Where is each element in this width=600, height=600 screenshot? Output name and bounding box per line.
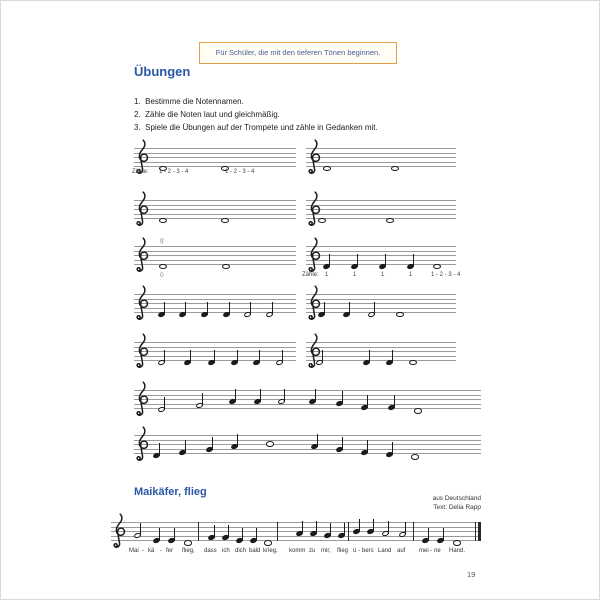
treble-clef xyxy=(303,284,323,327)
barline xyxy=(277,522,278,541)
staff-line xyxy=(134,399,481,400)
staff-line xyxy=(111,527,481,528)
staff-line xyxy=(134,157,296,158)
count-label: 1 - 2 - 3 - 4 xyxy=(431,272,461,278)
note-stem xyxy=(260,389,261,402)
note-whole xyxy=(411,454,419,460)
note-stem xyxy=(316,521,317,534)
treble-clef-icon xyxy=(303,236,323,274)
note-stem xyxy=(235,389,236,402)
treble-clef-icon xyxy=(131,380,151,418)
note-stem xyxy=(282,350,283,363)
lyric-syllable: komm xyxy=(289,548,306,554)
note-stem xyxy=(329,254,330,267)
treble-clef xyxy=(303,138,323,181)
note-stem xyxy=(259,350,260,363)
treble-clef-icon xyxy=(131,425,151,463)
lyric-syllable: - xyxy=(160,548,162,554)
treble-clef xyxy=(131,425,151,468)
note-stem xyxy=(369,350,370,363)
lyric-syllable: - xyxy=(358,548,360,554)
note-stem xyxy=(190,350,191,363)
staff xyxy=(302,246,461,278)
treble-clef-icon xyxy=(131,284,151,322)
staff xyxy=(134,294,296,312)
note-stem xyxy=(202,393,203,406)
staff xyxy=(134,435,481,453)
note-whole xyxy=(386,218,394,224)
lyric-syllable: bald xyxy=(249,548,261,554)
song-text-credit: Text: Delia Rapp xyxy=(433,504,481,511)
treble-clef xyxy=(131,236,151,279)
lyric-syllable: flieg xyxy=(337,548,349,554)
note-stem xyxy=(315,389,316,402)
note-stem xyxy=(342,437,343,450)
staff-line xyxy=(134,255,296,256)
staff-line xyxy=(134,440,481,441)
song-title: Maikäfer, flieg xyxy=(134,486,207,498)
staff-line xyxy=(134,209,296,210)
staff-line xyxy=(306,347,456,348)
song-origin: aus Deutschland xyxy=(432,495,481,502)
note-stem xyxy=(164,397,165,410)
barline xyxy=(413,522,414,541)
count-label: 1 xyxy=(409,272,413,278)
staff-line xyxy=(306,246,456,247)
note-stem xyxy=(214,350,215,363)
note-whole xyxy=(409,360,417,366)
staff-line xyxy=(134,342,296,343)
note-whole xyxy=(391,166,399,172)
note-stem xyxy=(242,528,243,541)
staff-line xyxy=(134,347,296,348)
note-stem xyxy=(250,302,251,315)
note-stem xyxy=(214,525,215,538)
count-label: Zähle: xyxy=(302,272,319,278)
lyric-syllable: mir, xyxy=(321,548,331,554)
staff-line xyxy=(134,260,296,261)
staff-line xyxy=(134,404,481,405)
note-stem xyxy=(367,395,368,408)
lyric-syllable: Land xyxy=(378,548,392,554)
count-label: Zähle: xyxy=(132,169,149,175)
final-barline-thick xyxy=(478,522,481,541)
lyric-syllable: ne xyxy=(434,548,441,554)
note-stem xyxy=(302,521,303,534)
instruction-list xyxy=(134,95,378,134)
fingering-label: 0 xyxy=(160,272,164,279)
staff xyxy=(134,237,296,279)
treble-clef xyxy=(303,332,323,375)
note-stem xyxy=(349,302,350,315)
lyric-syllable: bers xyxy=(362,548,374,554)
instruction-item: 3. Spiele die Übungen auf der Trompete und zähle in Gedanken mit. xyxy=(134,123,378,132)
lyric-syllable: zu xyxy=(309,548,316,554)
staff-line xyxy=(306,312,456,313)
staff-line xyxy=(134,205,296,206)
lyric-syllable: - xyxy=(142,548,144,554)
note-stem xyxy=(174,528,175,541)
count-label: 1 xyxy=(353,272,357,278)
treble-clef xyxy=(131,284,151,327)
count-label: 1 xyxy=(381,272,385,278)
instruction-item: 2. Zähle die Noten laut und gleichmäßig. xyxy=(134,110,280,119)
treble-clef xyxy=(108,512,128,555)
note-whole xyxy=(222,264,230,270)
song-credits xyxy=(331,494,481,512)
count-label: 1 - 2 - 3 - 4 xyxy=(159,169,189,175)
note-stem xyxy=(256,528,257,541)
instruction-item: 1. Bestimme die Notennamen. xyxy=(134,97,244,106)
treble-clef xyxy=(131,332,151,375)
staff-line xyxy=(306,153,456,154)
staff-line xyxy=(134,214,296,215)
count-label: 1 xyxy=(325,272,329,278)
staff xyxy=(306,200,456,218)
treble-clef xyxy=(131,380,151,423)
lyric-syllable: dich xyxy=(235,548,247,554)
staff-line xyxy=(306,162,456,163)
note-stem xyxy=(385,254,386,267)
staff-line xyxy=(134,153,296,154)
staff-line xyxy=(134,246,296,247)
staff-line xyxy=(134,148,296,149)
final-barline-thin xyxy=(475,522,476,541)
note-stem xyxy=(373,519,374,532)
staff-line xyxy=(306,303,456,304)
note-stem xyxy=(159,443,160,456)
lyric-syllable: dass xyxy=(204,548,217,554)
staff-line xyxy=(134,294,296,295)
staff-line xyxy=(306,214,456,215)
lyric-syllable: kä xyxy=(148,548,155,554)
note-whole xyxy=(159,264,167,270)
treble-clef-icon xyxy=(303,138,323,176)
staff-line xyxy=(306,209,456,210)
count-label: 1 - 2 - 3 - 4 xyxy=(225,169,255,175)
treble-clef-icon xyxy=(131,190,151,228)
staff xyxy=(134,200,296,218)
lyric-syllable: mei xyxy=(419,548,429,554)
treble-clef-icon xyxy=(131,236,151,274)
staff-line xyxy=(134,408,481,409)
staff-line xyxy=(134,435,481,436)
barline xyxy=(198,522,199,541)
staff-line xyxy=(306,342,456,343)
note-stem xyxy=(359,519,360,532)
staff-line xyxy=(134,395,481,396)
staff-line xyxy=(306,356,456,357)
lyric-syllable: krieg, xyxy=(263,548,278,554)
staff-line xyxy=(134,162,296,163)
note-stem xyxy=(413,254,414,267)
note-stem xyxy=(284,389,285,402)
staff xyxy=(306,342,456,360)
staff-line xyxy=(306,294,456,295)
note-whole xyxy=(221,218,229,224)
note-whole xyxy=(396,312,404,318)
treble-clef-icon xyxy=(131,332,151,370)
note-stem xyxy=(212,437,213,450)
note-whole xyxy=(159,218,167,224)
note-stem xyxy=(344,523,345,536)
note-stem xyxy=(428,528,429,541)
note-stem xyxy=(272,302,273,315)
note-whole xyxy=(184,540,192,546)
note-stem xyxy=(164,302,165,315)
note-stem xyxy=(317,434,318,447)
staff-line xyxy=(306,351,456,352)
lyric-syllable: flieg, xyxy=(182,548,195,554)
staff xyxy=(134,390,481,408)
lyric-syllable: auf xyxy=(397,548,406,554)
note-stem xyxy=(185,302,186,315)
note-stem xyxy=(228,525,229,538)
note-stem xyxy=(229,302,230,315)
staff-line xyxy=(306,308,456,309)
staff-line xyxy=(134,444,481,445)
barline xyxy=(348,522,349,541)
treble-clef-icon xyxy=(108,512,128,550)
staff-line xyxy=(306,148,456,149)
note-stem xyxy=(342,391,343,404)
note-whole xyxy=(318,218,326,224)
note-stem xyxy=(207,302,208,315)
note-stem xyxy=(443,528,444,541)
note-stem xyxy=(388,521,389,534)
staff-line xyxy=(306,299,456,300)
note-stem xyxy=(374,302,375,315)
staff xyxy=(134,342,296,360)
note-whole xyxy=(433,264,441,270)
note-stem xyxy=(185,440,186,453)
staff xyxy=(306,294,456,312)
lyric-syllable: ü xyxy=(353,548,357,554)
note-stem xyxy=(237,434,238,447)
staff-line xyxy=(134,200,296,201)
staff-line xyxy=(134,299,296,300)
lyric-syllable: fer xyxy=(166,548,174,554)
note-stem xyxy=(392,350,393,363)
page-heading: Übungen xyxy=(134,64,191,79)
staff-line xyxy=(134,453,481,454)
staff-line xyxy=(306,251,456,252)
note-stem xyxy=(322,350,323,363)
staff-line xyxy=(134,356,296,357)
note-whole xyxy=(264,540,272,546)
lyric-syllable: Mai xyxy=(129,548,139,554)
staff-line xyxy=(134,251,296,252)
info-box xyxy=(199,42,397,64)
note-stem xyxy=(394,395,395,408)
note-stem xyxy=(324,302,325,315)
lyric-syllable: ich xyxy=(222,548,230,554)
note-stem xyxy=(357,254,358,267)
note-stem xyxy=(140,523,141,536)
staff xyxy=(306,148,456,166)
note-stem xyxy=(164,350,165,363)
note-whole xyxy=(453,540,461,546)
staff-line xyxy=(111,522,481,523)
note-stem xyxy=(330,523,331,536)
note-stem xyxy=(367,440,368,453)
note-name-label: g xyxy=(160,237,164,244)
staff-line xyxy=(306,360,456,361)
note-stem xyxy=(159,528,160,541)
lyric-syllable: - xyxy=(430,548,432,554)
note-whole xyxy=(414,408,422,414)
staff-line xyxy=(134,351,296,352)
staff xyxy=(111,522,481,540)
page-number: 19 xyxy=(467,570,476,579)
staff-line xyxy=(306,218,456,219)
note-stem xyxy=(237,350,238,363)
lyric-syllable: Hand. xyxy=(449,548,466,554)
info-box-label: Für Schüler, die mit den tieferen Tönen beginnen. xyxy=(215,48,381,57)
treble-clef xyxy=(303,190,323,233)
staff-line xyxy=(306,157,456,158)
staff xyxy=(132,148,296,175)
note-stem xyxy=(392,442,393,455)
note-stem xyxy=(405,522,406,535)
staff-line xyxy=(134,390,481,391)
note-whole xyxy=(266,441,274,447)
note-whole xyxy=(323,166,331,172)
staff-line xyxy=(306,205,456,206)
staff-line xyxy=(134,449,481,450)
treble-clef xyxy=(131,190,151,233)
staff-line xyxy=(306,200,456,201)
